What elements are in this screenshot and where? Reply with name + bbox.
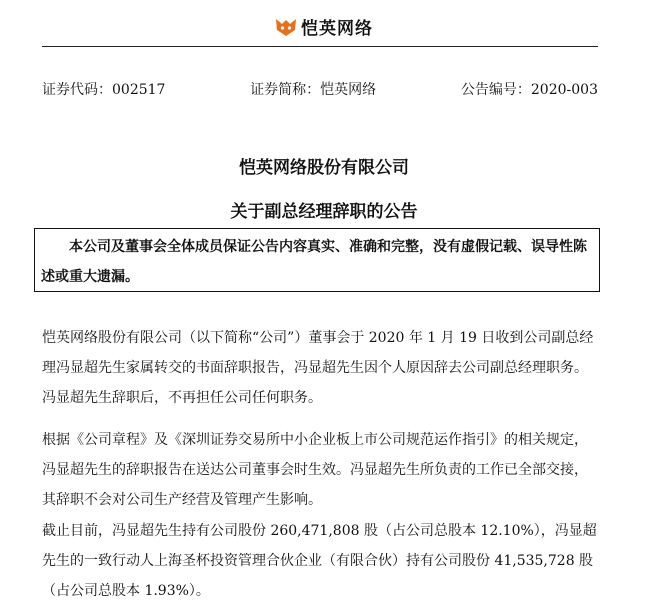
securities-abbr: 证券简称：恺英网络 [250, 82, 377, 98]
header-logo [0, 14, 648, 39]
paragraph-resignation: 恺英网络股份有限公司（以下简称“公司”）董事会于 2020 年 1 月 19 日收到公司副总经理冯显超先生家属转交的书面辞职报告，冯显超先生因个人原因辞去公司副总经理职务。冯显超先生辞职后，不再担任公司任何职务。 [42, 330, 594, 406]
announcement-number: 公告编号：2020-003 [460, 82, 598, 98]
announcement-meta [42, 79, 598, 99]
securities-code: 证券代码：002517 [42, 82, 166, 98]
disclaimer-box: 本公司及董事会全体成员保证公告内容真实、准确和完整，没有虚假记载、误导性陈述或重大遗漏。 [34, 228, 600, 292]
paragraph-regulation: 根据《公司章程》及《深圳证券交易所中小企业板上市公司规范运作指引》的相关规定，冯显超先生的辞职报告在送达公司董事会时生效。冯显超先生所负责的工作已全部交接，其辞职不会对公司生产经营及管理产生影响。 [42, 432, 588, 508]
company-title: 恺英网络股份有限公司 [239, 158, 409, 178]
logo-text: 恺英网络 [301, 19, 373, 39]
announcement-title: 关于副总经理辞职的公告 [230, 202, 418, 222]
fox-logo-icon [275, 17, 297, 37]
paragraph-shareholding: 截止目前，冯显超先生持有公司股份 260,471,808 股（占公司总股本 12.10%），冯显超先生的一致行动人上海圣杯投资管理合伙企业（有限合伙）持有公司股份 41,535,728 股（占公司总股本 1.93%）。 [42, 523, 597, 599]
header-divider [42, 46, 598, 47]
